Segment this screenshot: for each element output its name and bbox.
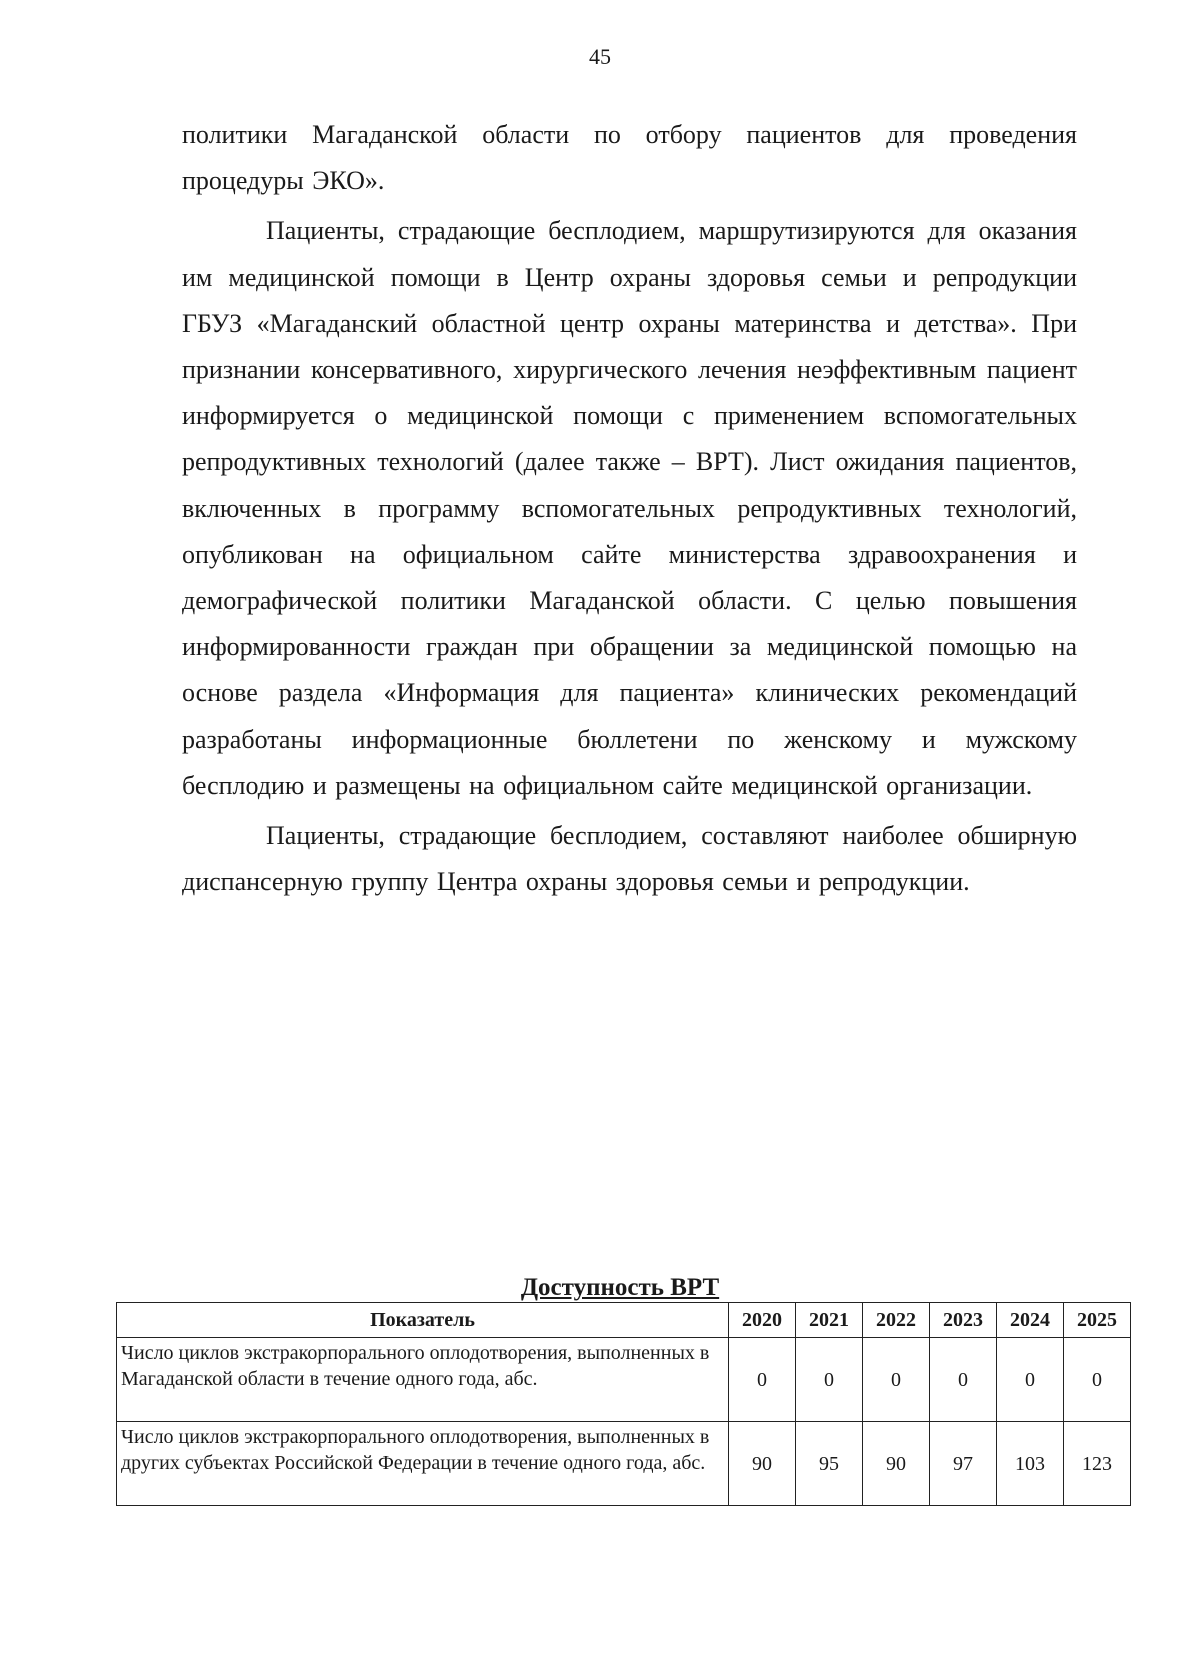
value-cell: 0 xyxy=(1064,1338,1131,1422)
indicator-cell: Число циклов экстракорпорального оплодотворения, выполненных в других субъектах Российской Федерации в течение одного года, абс. xyxy=(117,1422,729,1506)
table-title: Доступность ВРТ xyxy=(520,1274,720,1301)
table-row xyxy=(117,1338,1131,1422)
value-cell: 0 xyxy=(930,1338,997,1422)
table-row xyxy=(117,1422,1131,1506)
header-indicator: Показатель xyxy=(117,1303,729,1338)
indicator-cell: Число циклов экстракорпорального оплодотворения, выполненных в Магаданской области в течение одного года, абс. xyxy=(117,1338,729,1422)
paragraph-routing: Пациенты, страдающие бесплодием, маршрутизируются для оказания им медицинской помощи в Центр охраны здоровья семьи и репродукции ГБУЗ «Магаданский областной центр охраны материнства и детства». При признании консервативного, хирургического лечения неэффективным пациент информируется о медицинской помощи с применением вспомогательных репродуктивных технологий (далее также – ВРТ). Лист ожидания пациентов, включенных в программу вспомогательных репродуктивных технологий, опубликован на официальном сайте министерства здравоохранения и демографической политики Магаданской области. С целью повышения информированности граждан при обращении за медицинской помощью на основе раздела «Информация для пациента» клинических рекомендаций разработаны информационные бюллетени по женскому и мужскому бесплодию и размещены на официальном сайте медицинской организации. xyxy=(182,216,1077,800)
header-year: 2024 xyxy=(997,1303,1064,1338)
value-cell: 0 xyxy=(997,1338,1064,1422)
value-cell: 103 xyxy=(997,1422,1064,1506)
value-cell: 90 xyxy=(729,1422,796,1506)
page-number: 45 xyxy=(589,44,611,69)
header-year: 2022 xyxy=(863,1303,930,1338)
art-availability-table xyxy=(116,1302,1131,1506)
paragraph-dispensary-group: Пациенты, страдающие бесплодием, составляют наиболее обширную диспансерную группу Центра охраны здоровья семьи и репродукции. xyxy=(182,821,1077,897)
header-year: 2021 xyxy=(796,1303,863,1338)
value-cell: 90 xyxy=(863,1422,930,1506)
document-body xyxy=(182,112,1077,905)
header-year: 2023 xyxy=(930,1303,997,1338)
value-cell: 97 xyxy=(930,1422,997,1506)
header-year: 2020 xyxy=(729,1303,796,1338)
value-cell: 95 xyxy=(796,1422,863,1506)
value-cell: 0 xyxy=(796,1338,863,1422)
value-cell: 123 xyxy=(1064,1422,1131,1506)
table-header-row xyxy=(117,1303,1131,1338)
paragraph-continuation: политики Магаданской области по отбору пациентов для проведения процедуры ЭКО». xyxy=(182,120,1077,196)
header-year: 2025 xyxy=(1064,1303,1131,1338)
value-cell: 0 xyxy=(863,1338,930,1422)
value-cell: 0 xyxy=(729,1338,796,1422)
